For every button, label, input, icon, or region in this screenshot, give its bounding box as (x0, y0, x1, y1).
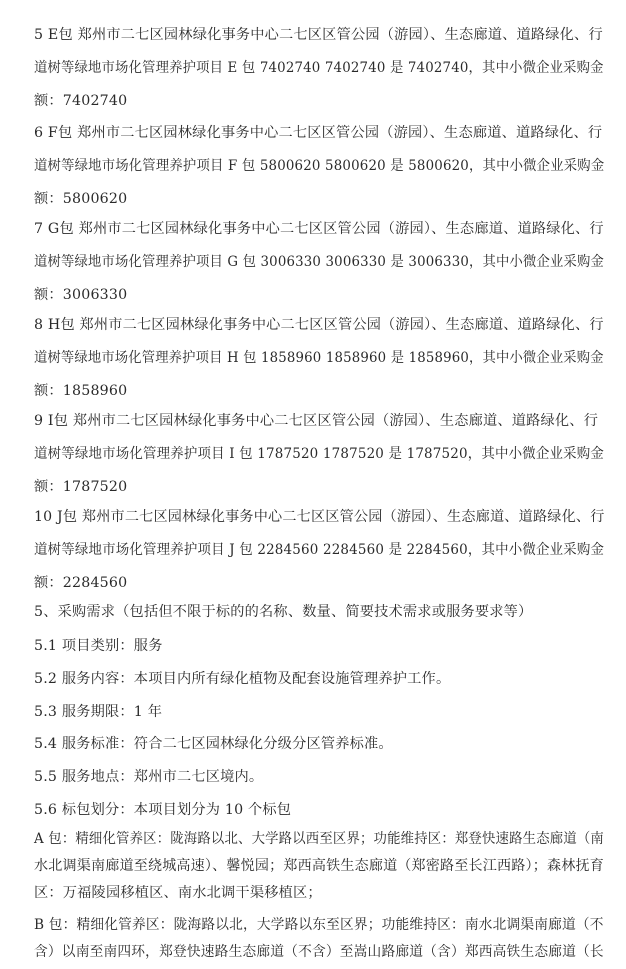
package-f-line-3: 额：5800620 (34, 191, 128, 207)
package-j-line-3: 额：2284560 (34, 575, 128, 591)
package-h-line-2: 道树等绿地市场化管理养护项目 H 包 1858960 1858960 是 1858960，其中小微企业采购金 (34, 350, 604, 366)
package-e-line-2: 道树等绿地市场化管理养护项目 E 包 7402740 7402740 是 7402740，其中小微企业采购金 (34, 60, 604, 76)
package-h-line-1: 8 H包 郑州市二七区园林绿化事务中心二七区区管公园（游园）、生态廊道、道路绿化、行 (34, 317, 604, 333)
item-5-5: 5.5 服务地点：郑州市二七区境内。 (34, 769, 264, 785)
package-h-line-3: 额：1858960 (34, 383, 128, 399)
package-i-line-2: 道树等绿地市场化管理养护项目 I 包 1787520 1787520 是 1787520，其中小微企业采购金 (34, 446, 605, 462)
item-5-6: 5.6 标包划分：本项目划分为 10 个标包 (34, 802, 292, 818)
package-a-line-3: 区：万福陵园移植区、南水北调干渠移植区； (34, 885, 322, 901)
package-g-line-2: 道树等绿地市场化管理养护项目 G 包 3006330 3006330 是 3006330，其中小微企业采购金 (34, 254, 604, 270)
package-j-line-2: 道树等绿地市场化管理养护项目 J 包 2284560 2284560 是 2284560，其中小微企业采购金 (34, 542, 605, 558)
package-e-line-1: 5 E包 郑州市二七区园林绿化事务中心二七区区管公园（游园）、生态廊道、道路绿化、行 (34, 27, 603, 43)
package-i-line-1: 9 I包 郑州市二七区园林绿化事务中心二七区区管公园（游园）、生态廊道、道路绿化、行 (34, 413, 599, 429)
item-5-3: 5.3 服务期限：1 年 (34, 704, 163, 720)
package-j-line-1: 10 J包 郑州市二七区园林绿化事务中心二七区区管公园（游园）、生态廊道、道路绿化、行 (34, 509, 605, 525)
item-5-2: 5.2 服务内容：本项目内所有绿化植物及配套设施管理养护工作。 (34, 671, 451, 687)
package-g-line-1: 7 G包 郑州市二七区园林绿化事务中心二七区区管公园（游园）、生态廊道、道路绿化、行 (34, 221, 604, 237)
package-e-line-3: 额：7402740 (34, 93, 128, 109)
item-5-4: 5.4 服务标准：符合二七区园林绿化分级分区管养标准。 (34, 736, 393, 752)
package-b-line-2: 含）以南至南四环，郑登快速路生态廊道（不含）至嵩山路廊道（含）郑西高铁生态廊道（长 (34, 944, 604, 960)
package-g-line-3: 额：3006330 (34, 287, 128, 303)
package-f-line-2: 道树等绿地市场化管理养护项目 F 包 5800620 5800620 是 5800620，其中小微企业采购金 (34, 158, 605, 174)
package-f-line-1: 6 F包 郑州市二七区园林绿化事务中心二七区区管公园（游园）、生态廊道、道路绿化、行 (34, 125, 603, 141)
package-a-line-2: 水北调渠南廊道至绕城高速）、馨悦园；郑西高铁生态廊道（郑密路至长江西路）；森林抚育 (34, 858, 604, 874)
section-5-heading: 5、采购需求（包括但不限于标的的名称、数量、简要技术需求或服务要求等） (34, 604, 533, 620)
package-b-line-1: B 包：精细化管养区：陇海路以北，大学路以东至区界；功能维持区：南水北调渠南廊道（不 (34, 917, 604, 933)
package-a-line-1: A 包：精细化管养区：陇海路以北、大学路以西至区界；功能维持区：郑登快速路生态廊道（南 (34, 831, 604, 847)
item-5-1: 5.1 项目类别：服务 (34, 638, 163, 654)
package-i-line-3: 额：1787520 (34, 479, 128, 495)
